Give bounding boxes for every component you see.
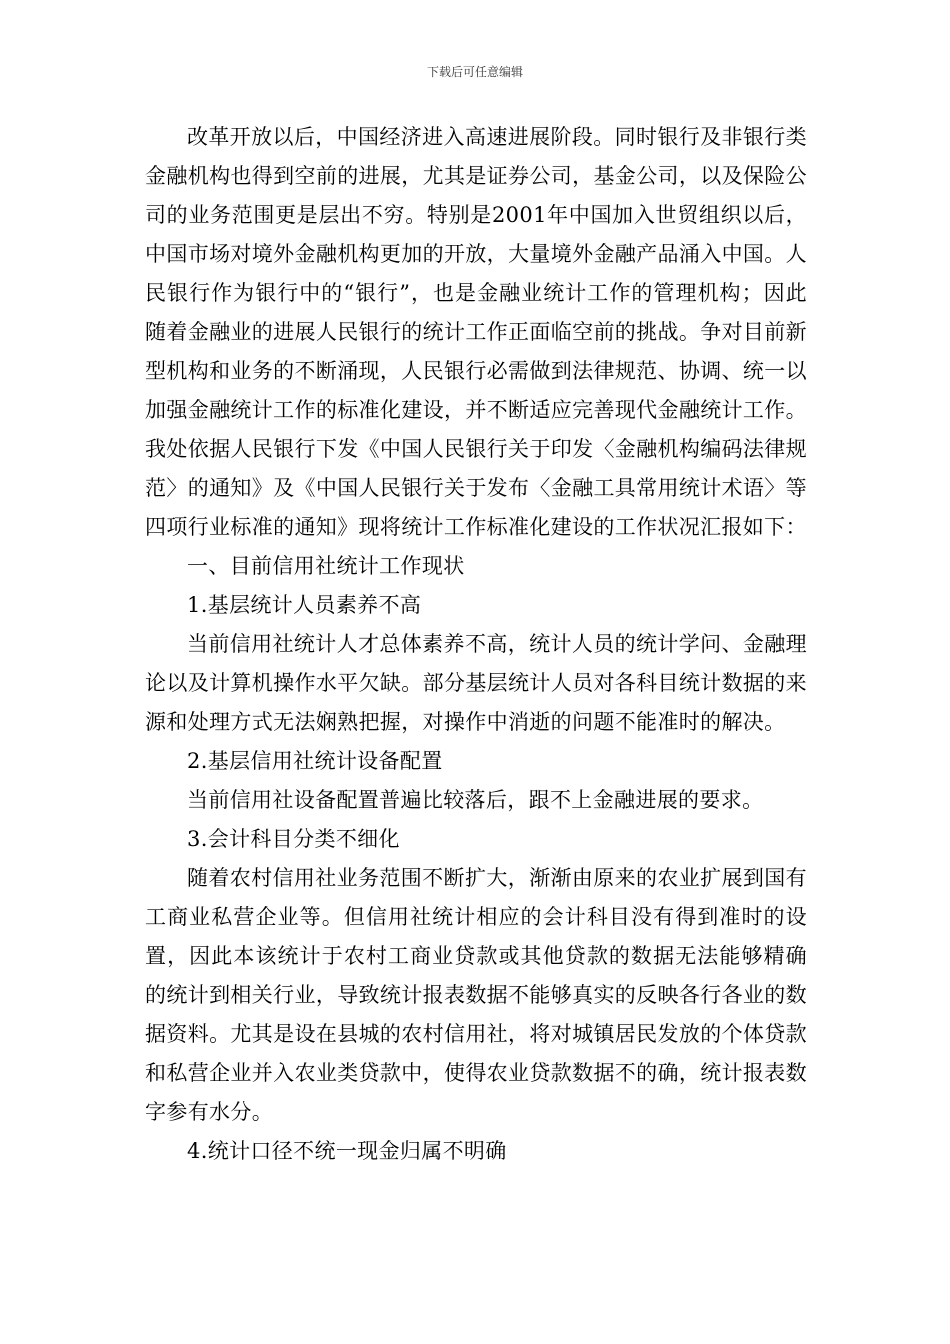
subheading-1-2: 2.基层信用社统计设备配置 (187, 749, 443, 773)
paragraph-intro: 改革开放以后，中国经济进入高速进展阶段。同时银行及非银行类金融机构也得到空前的进展，尤其是证券公司，基金公司，以及保险公司的业务范围更是层出不穷。特别是2001年中国加入世贸组织以后，中国市场对境外金融机构更加的开放，大量境外金融产品涌入中国。人民银行作为银行中的“银行”，也是金融业统计工作的管理机构；因此随着金融业的进展人民银行的统计工作正面临空前的挑战。争对目前新型机构和业务的不断涌现，人民银行必需做到法律规范、协调、统一以加强金融统计工作的标准化建设，并不断适应完善现代金融统计工作。我处依据人民银行下发《中国人民银行关于印发〈金融机构编码法律规范〉的通知》及《中国人民银行关于发布〈金融工具常用统计术语〉等四项行业标准的通知》现将统计工作标准化建设的工作状况汇报如下： (145, 125, 807, 539)
subheading-1-4: 4.统计口径不统一现金归属不明确 (187, 1139, 507, 1163)
document-body (145, 118, 829, 1171)
page-header-note: 下载后可任意编辑 (426, 65, 523, 79)
paragraph-equipment: 当前信用社设备配置普遍比较落后，跟不上金融进展的要求。 (187, 788, 764, 812)
section-heading-1: 一、目前信用社统计工作现状 (187, 554, 465, 578)
subheading-1-1: 1.基层统计人员素养不高 (187, 593, 422, 617)
subheading-1-3: 3.会计科目分类不细化 (187, 827, 400, 851)
paragraph-staff-quality: 当前信用社统计人才总体素养不高，统计人员的统计学问、金融理论以及计算机操作水平欠缺。部分基层统计人员对各科目统计数据的来源和处理方式无法娴熟把握，对操作中消逝的问题不能准时的解决。 (145, 632, 807, 734)
paragraph-accounting-subjects: 随着农村信用社业务范围不断扩大，渐渐由原来的农业扩展到国有工商业私营企业等。但信用社统计相应的会计科目没有得到准时的设置，因此本该统计于农村工商业贷款或其他贷款的数据无法能够精确 的统计到相关行业，导致统计报表数据不能够真实的反映各行各业的数据资料。尤其是设在县城的农村信用社，将对城镇居民发放的个体贷款和私营企业并入农业类贷款中，使得农业贷款数据不的确，统计报表数字参有水分。 (145, 866, 829, 1124)
